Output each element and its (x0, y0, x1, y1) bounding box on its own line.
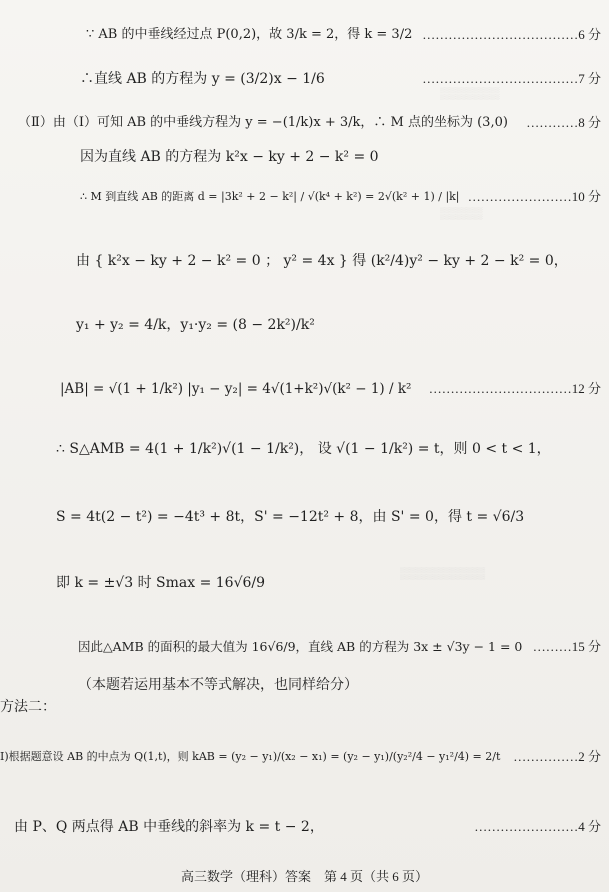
line-text: （本题若运用基本不等式解决，也同样给分） (78, 677, 358, 693)
page-footer: 高三数学（理科）答案 第 4 页（共 6 页） (180, 869, 428, 884)
line-text: y₁ + y₂ = 4/k，y₁·y₂ = (8 − 2k²)/k² (76, 317, 315, 333)
score-mark: ……………………10 分 (467, 189, 601, 204)
line-text: 由 P、Q 两点得 AB 中垂线的斜率为 k = t − 2， (14, 819, 324, 835)
score-mark: ……………2 分 (513, 749, 601, 764)
score-mark: ………15 分 (532, 639, 601, 654)
line-text: ∵ AB 的中垂线经过点 P(0,2)，故 3/k = 2，得 k = 3/2 (86, 27, 413, 42)
score-mark: ………………………………7 分 (422, 71, 601, 86)
line-text: Ⅰ)根据题意设 AB 的中点为 Q(1,t)，则 kAB = (y₂ − y₁)/(x₂ − x₁) = (y₂ − y₁)/(y₂²/4 − y₁²/4) = 2/t (0, 750, 501, 763)
line-text: ∴ S△AMB = 4(1 + 1/k²)√(1 − 1/k²)， 设 √(1 − 1/k²) = t，则 0 < t < 1， (56, 441, 551, 457)
score-mark: …………8 分 (526, 115, 601, 130)
line-text: S = 4t(2 − t²) = −4t³ + 8t，S' = −12t² + 8，由 S' = 0，得 t = √6/3 (56, 509, 525, 525)
score-mark: ……………………………12 分 (428, 381, 601, 396)
bleed-through-decoration: ▒▒▒▒▒▒▒ (440, 86, 500, 100)
line-text: （Ⅱ）由（Ⅰ）可知 AB 的中垂线方程为 y = −(1/k)x + 3/k，∴ M 点的坐标为 (3,0) (18, 115, 508, 130)
line-text: ∴ M 到直线 AB 的距离 d = |3k² + 2 − k²| / √(k⁴ + k²) = 2√(k² + 1) / |k| (80, 190, 460, 203)
score-mark: ……………………4 分 (474, 819, 601, 834)
bleed-through-decoration: ▒▒▒▒▒ (440, 206, 483, 220)
line-text: 由 { k²x − ky + 2 − k² = 0 ； y² = 4x } 得 (k²/4)y² − ky + 2 − k² = 0， (76, 253, 568, 269)
line-text: 方法二： (0, 699, 56, 715)
line-text: |AB| = √(1 + 1/k²) |y₁ − y₂| = 4√(1+k²)√(k² − 1) / k² (60, 381, 412, 397)
line-text: 即 k = ±√3 时 Smax = 16√6/9 (56, 575, 266, 591)
line-text: 因为直线 AB 的方程为 k²x − ky + 2 − k² = 0 (80, 149, 379, 165)
bleed-through-decoration: ▒▒▒▒▒▒▒▒▒▒ (400, 566, 486, 580)
line-text: 因此△AMB 的面积的最大值为 16√6/9，直线 AB 的方程为 3x ± √3y − 1 = 0 (78, 639, 523, 654)
score-mark: ………………………………6 分 (422, 27, 601, 42)
line-text: ∴直线 AB 的方程为 y = (3/2)x − 1/6 (80, 71, 325, 87)
